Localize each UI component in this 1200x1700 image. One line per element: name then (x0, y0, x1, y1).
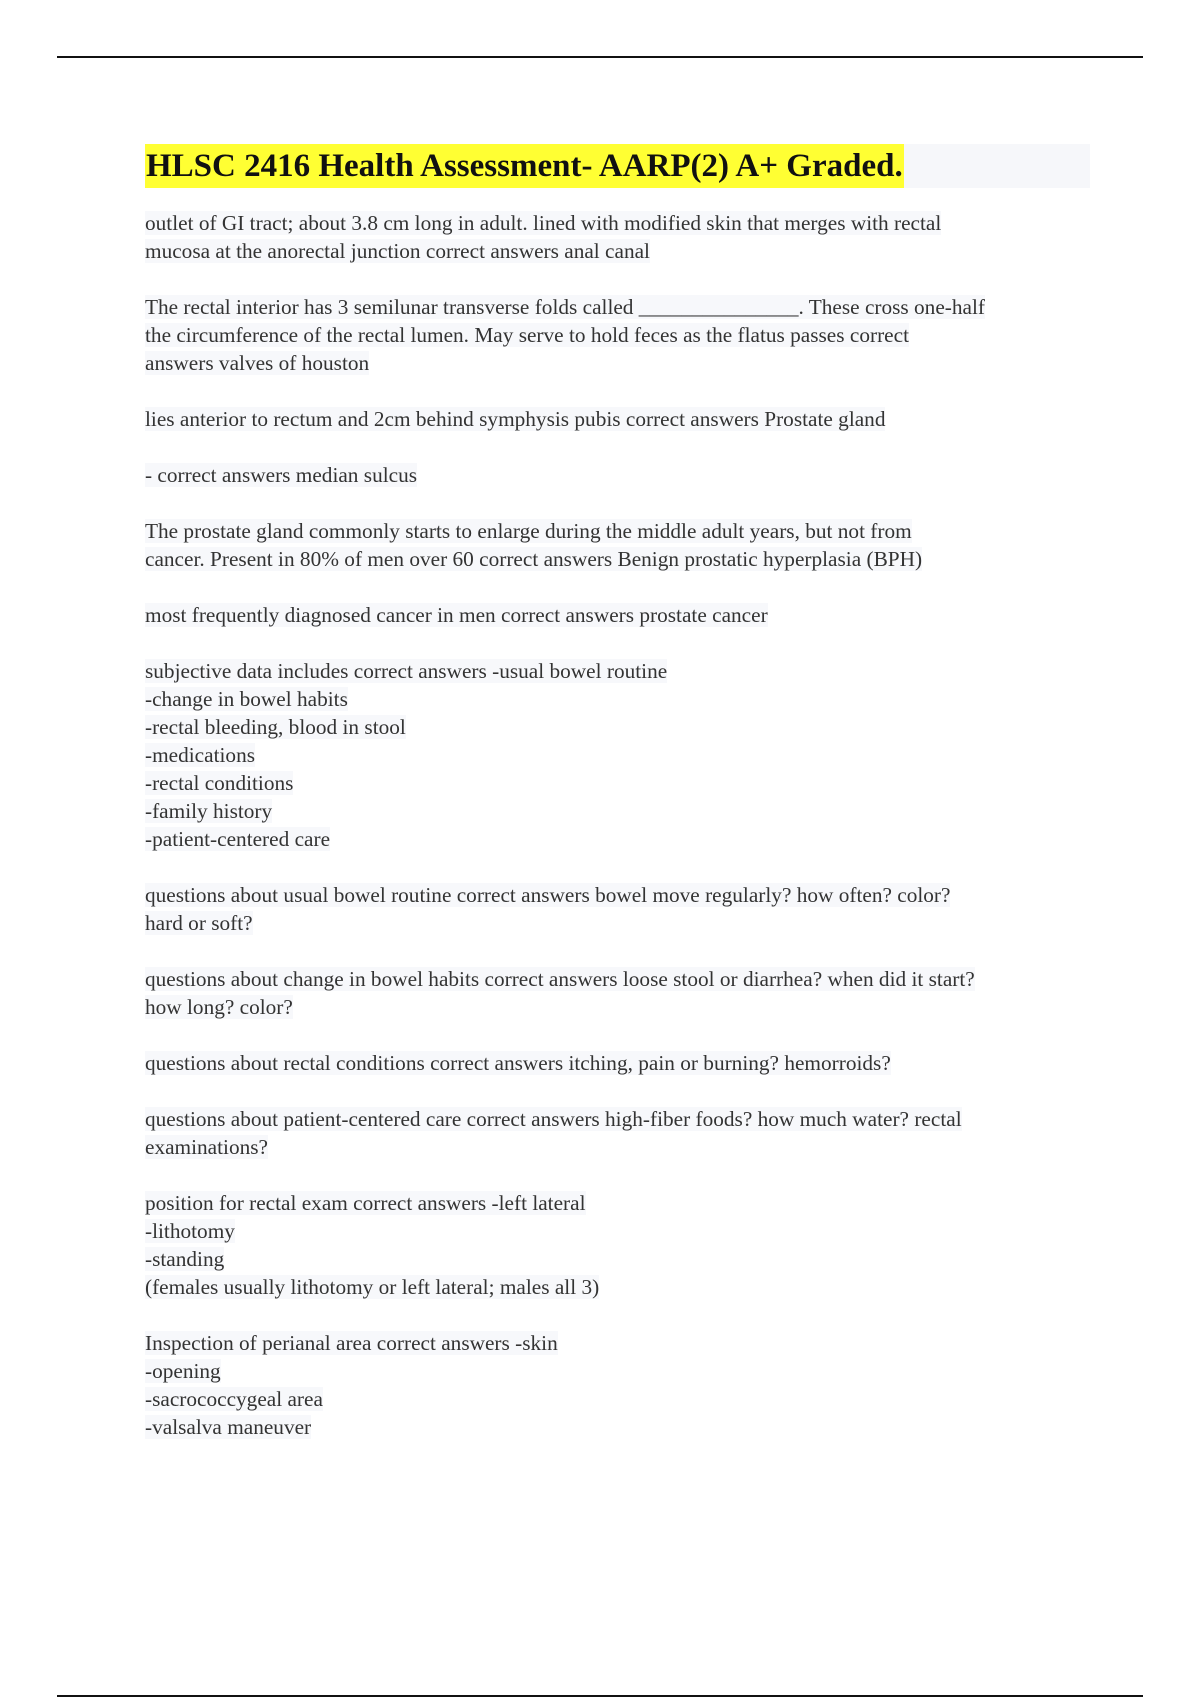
qa-entry (145, 1329, 1090, 1441)
qa-line (145, 965, 1090, 993)
qa-entry (145, 209, 1090, 265)
qa-list (145, 209, 1090, 1441)
qa-line-text: -sacrococcygeal area (145, 1387, 323, 1411)
qa-line (145, 993, 1090, 1021)
qa-line-text: - correct answers median sulcus (145, 463, 418, 487)
title-block (145, 144, 1090, 188)
qa-entry (145, 881, 1090, 937)
qa-line (145, 405, 1090, 433)
qa-line-text: The rectal interior has 3 semilunar transverse folds called _______________. These cross one-half (145, 295, 985, 319)
qa-line (145, 1189, 1090, 1217)
qa-entry (145, 657, 1090, 853)
qa-line (145, 1217, 1090, 1245)
qa-line (145, 293, 1090, 321)
qa-line (145, 349, 1090, 377)
qa-line (145, 1273, 1090, 1301)
qa-line (145, 1105, 1090, 1133)
qa-line-text: questions about change in bowel habits correct answers loose stool or diarrhea? when did it start? (145, 967, 975, 991)
qa-entry (145, 405, 1090, 433)
qa-line (145, 825, 1090, 853)
qa-entry (145, 965, 1090, 1021)
qa-line-text: the circumference of the rectal lumen. May serve to hold feces as the flatus passes correct (145, 323, 909, 347)
qa-line-text: -change in bowel habits (145, 687, 348, 711)
qa-line (145, 321, 1090, 349)
qa-line (145, 237, 1090, 265)
qa-line-text: -medications (145, 743, 255, 767)
qa-entry (145, 1189, 1090, 1301)
qa-line-text: position for rectal exam correct answers -left lateral (145, 1191, 586, 1215)
qa-line-text: -rectal bleeding, blood in stool (145, 715, 406, 739)
qa-line-text: -patient-centered care (145, 827, 331, 851)
qa-line (145, 909, 1090, 937)
qa-line (145, 461, 1090, 489)
qa-line-text: -valsalva maneuver (145, 1415, 312, 1439)
qa-line-text: most frequently diagnosed cancer in men correct answers prostate cancer (145, 603, 768, 627)
qa-line-text: -opening (145, 1359, 221, 1383)
qa-line-text: questions about rectal conditions correct answers itching, pain or burning? hemorroids? (145, 1051, 891, 1075)
qa-line (145, 769, 1090, 797)
qa-line (145, 1245, 1090, 1273)
qa-line-text: -rectal conditions (145, 771, 294, 795)
qa-line (145, 1329, 1090, 1357)
document-body (145, 144, 1090, 1469)
qa-line-text: -family history (145, 799, 273, 823)
qa-entry (145, 293, 1090, 377)
qa-line-text: outlet of GI tract; about 3.8 cm long in adult. lined with modified skin that merges with rectal (145, 211, 942, 235)
qa-line-text: answers valves of houston (145, 351, 370, 375)
qa-line (145, 713, 1090, 741)
qa-line (145, 601, 1090, 629)
qa-entry (145, 601, 1090, 629)
qa-line-text: lies anterior to rectum and 2cm behind symphysis pubis correct answers Prostate gland (145, 407, 886, 431)
qa-line-text: cancer. Present in 80% of men over 60 correct answers Benign prostatic hyperplasia (BPH) (145, 547, 923, 571)
qa-line (145, 545, 1090, 573)
qa-line-text: questions about patient-centered care correct answers high-fiber foods? how much water? rectal (145, 1107, 962, 1131)
qa-line (145, 517, 1090, 545)
qa-line-text: hard or soft? (145, 911, 253, 935)
qa-line (145, 657, 1090, 685)
qa-line-text: subjective data includes correct answers -usual bowel routine (145, 659, 668, 683)
qa-line-text: questions about usual bowel routine correct answers bowel move regularly? how often? color? (145, 883, 951, 907)
qa-line-text: mucosa at the anorectal junction correct answers anal canal (145, 239, 650, 263)
qa-line (145, 797, 1090, 825)
qa-line (145, 209, 1090, 237)
qa-line-text: -lithotomy (145, 1219, 235, 1243)
qa-line (145, 685, 1090, 713)
bottom-rule (57, 1695, 1143, 1697)
qa-line-text: -standing (145, 1247, 225, 1271)
qa-line-text: The prostate gland commonly starts to enlarge during the middle adult years, but not from (145, 519, 912, 543)
qa-line (145, 1385, 1090, 1413)
document-title: HLSC 2416 Health Assessment- AARP(2) A+ Graded. (145, 144, 904, 188)
qa-line (145, 1049, 1090, 1077)
top-rule (57, 56, 1143, 58)
qa-line (145, 1133, 1090, 1161)
qa-line (145, 741, 1090, 769)
qa-line (145, 881, 1090, 909)
qa-entry (145, 1105, 1090, 1161)
qa-line-text: (females usually lithotomy or left lateral; males all 3) (145, 1275, 600, 1299)
qa-line (145, 1413, 1090, 1441)
qa-line-text: Inspection of perianal area correct answers -skin (145, 1331, 558, 1355)
qa-line (145, 1357, 1090, 1385)
qa-line-text: how long? color? (145, 995, 293, 1019)
qa-entry (145, 461, 1090, 489)
qa-entry (145, 517, 1090, 573)
qa-entry (145, 1049, 1090, 1077)
qa-line-text: examinations? (145, 1135, 269, 1159)
